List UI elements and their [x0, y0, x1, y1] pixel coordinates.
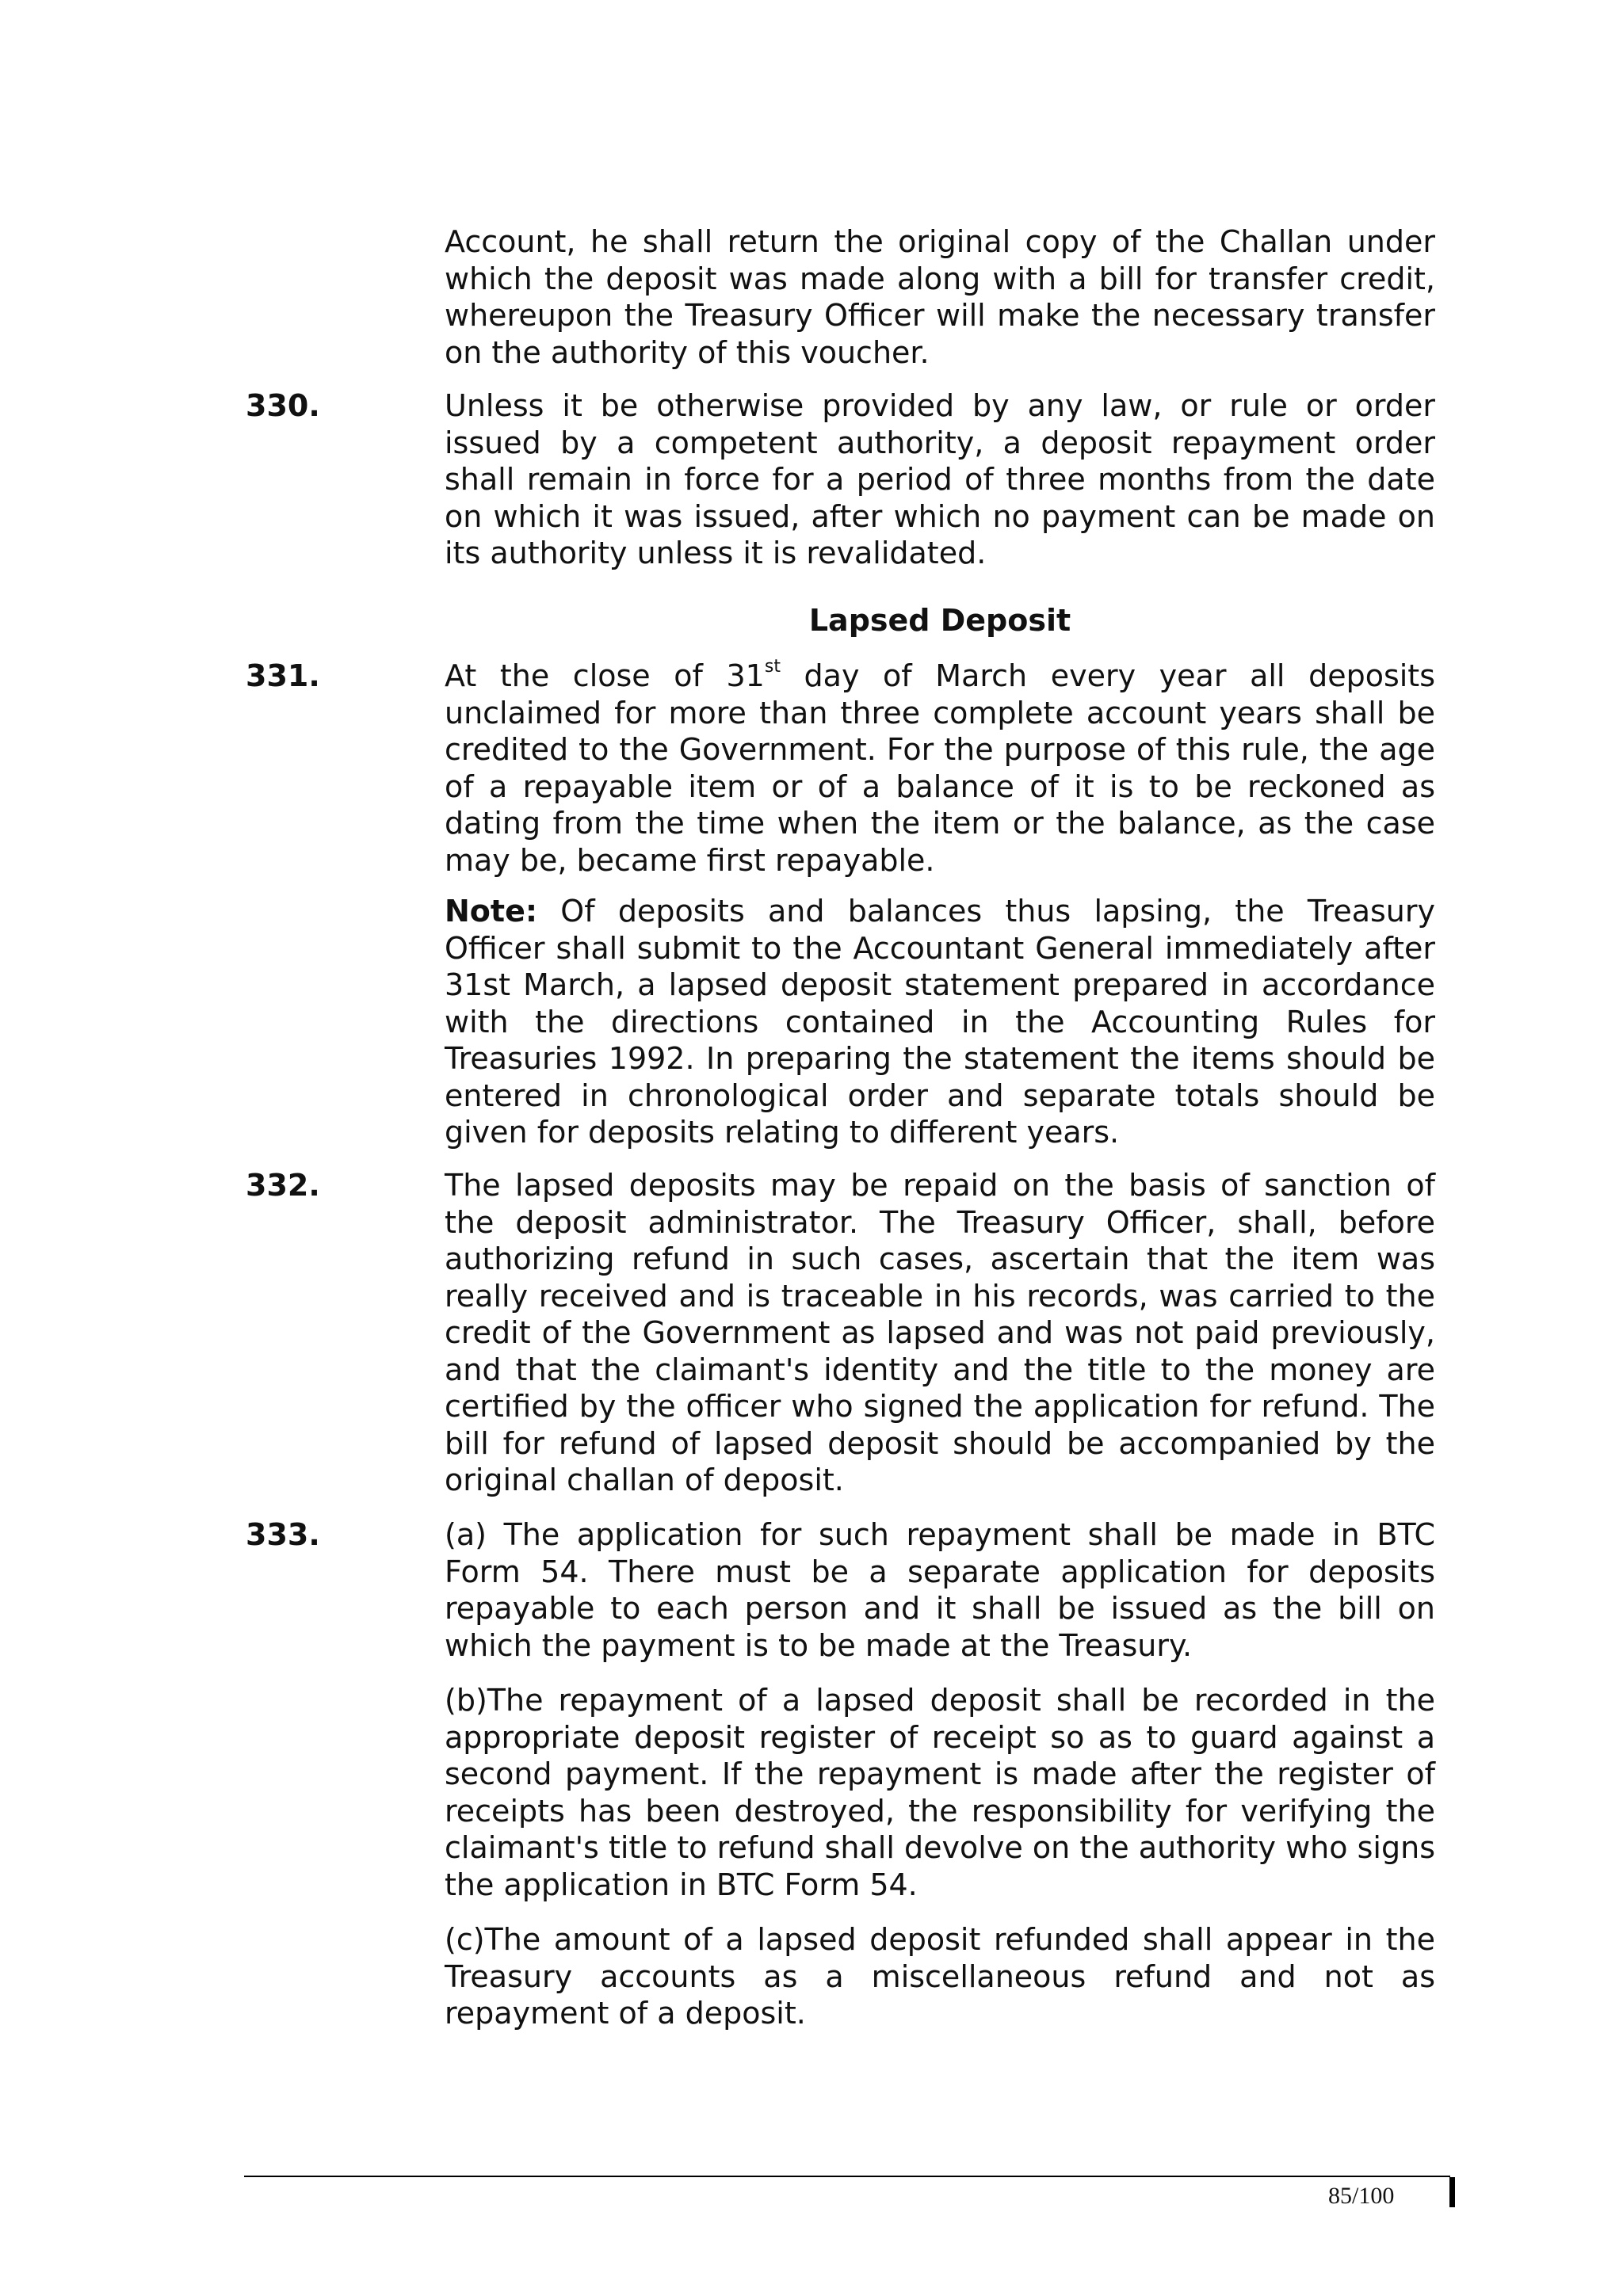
rule-paragraph-b: (b)The repayment of a lapsed deposit shall be recorded in the appropriate deposit register of receipt so as to guard against a second payment. If the repayment is made after the register of receipts has been destroyed, the responsibility for verifying the claimant's title to refund shall devolve on the authority who signs the application in BTC Form 54. [445, 1683, 1435, 1902]
rule-paragraph: The lapsed deposits may be repaid on the basis of sanction of the deposit administrator. The Treasury Officer, shall, before authorizing refund in such cases, ascertain that the item was really received and is traceable in his records, was carried to the credit of the Government as lapsed and was not paid previously, and that the claimant's identity and the title to the money are certified by the officer who signed the application for refund. The bill for refund of lapsed deposit should be accompanied by the original challan of deposit. [445, 1168, 1435, 1497]
section-heading: Lapsed Deposit [808, 603, 1071, 638]
rule-number: 332. [246, 1168, 320, 1203]
rule-paragraph [445, 658, 1435, 879]
note-text: Of deposits and balances thus lapsing, the Treasury Officer shall submit to the Accountant General immediately after 31st March, a lapsed deposit statement prepared in accordance with the directions contained in the Accounting Rules for Treasuries 1992. In preparing the statement the items should be entered in chronological order and separate totals should be given for deposits relating to different years. [445, 894, 1435, 1150]
rule-paragraph: Unless it be otherwise provided by any law, or rule or order issued by a competent authority, a deposit repayment order shall remain in force for a period of three months from the date on which it was issued, after which no payment can be made on its authority unless it is revalidated. [445, 388, 1435, 570]
rule-number: 331. [246, 658, 320, 693]
continuation-paragraph: Account, he shall return the original copy of the Challan under which the deposit was made along with a bill for transfer credit, whereupon the Treasury Officer will make the necessary transfer on the authority of this voucher. [445, 224, 1435, 370]
rule-paragraph-c: (c)The amount of a lapsed deposit refunded shall appear in the Treasury accounts as a miscellaneous refund and not as repayment of a deposit. [445, 1922, 1435, 2031]
note-label: Note: [445, 894, 538, 929]
rule-text: day of March every year all deposits unclaimed for more than three complete account years shall be credited to the Government. For the purpose of this rule, the age of a repayable item or of a balance of it is to be reckoned as dating from the time when the item or the balance, as the case may be, became first repayable. [445, 658, 1435, 878]
ordinal-superscript: st [764, 657, 781, 677]
footer-rule [244, 2176, 1450, 2177]
rule-number: 333. [246, 1517, 320, 1552]
footer-bar [1449, 2177, 1455, 2207]
rule-text: At the close of 31 [445, 658, 765, 693]
rule-paragraph-a: (a) The application for such repayment shall be made in BTC Form 54. There must be a separate application for deposits repayable to each person and it shall be issued as the bill on which the payment is to be made at the Treasury. [445, 1517, 1435, 1663]
page-number: 85/100 [1328, 2183, 1395, 2209]
note-paragraph [445, 893, 1435, 1151]
rule-number: 330. [246, 388, 320, 423]
